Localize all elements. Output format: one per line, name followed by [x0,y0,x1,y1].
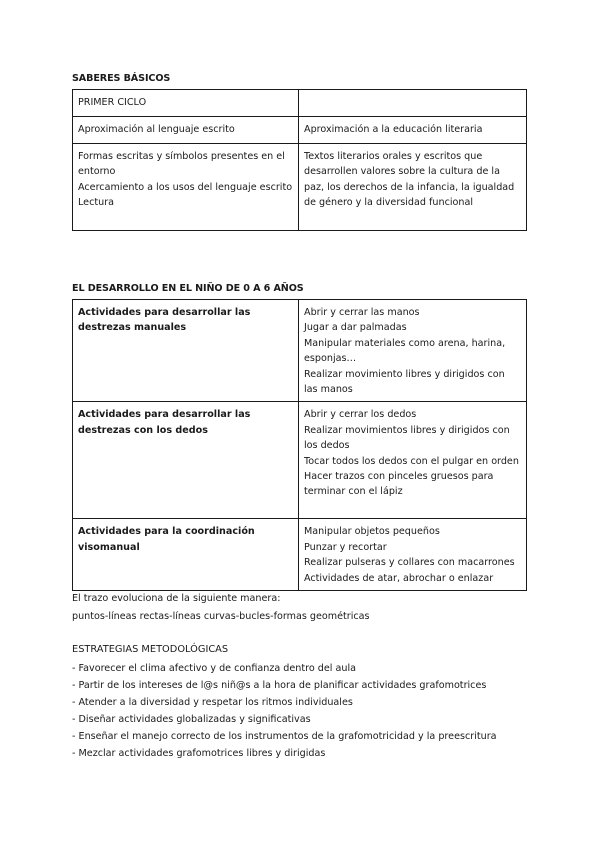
list-item: Tocar todos los dedos con el pulgar en orden [304,455,519,467]
table-row [73,90,527,117]
table-cell: Aproximación a la educación literaria [299,117,527,144]
items-cell [299,519,527,591]
estrategias-heading: ESTRATEGIAS METODOLÓGICAS [72,644,229,655]
list-item: Realizar movimientos libres y dirigidos con los dedos [304,424,510,452]
list-item: - Favorecer el clima afectivo y de confianza dentro del aula [72,663,356,674]
saberes-heading: SABERES BÁSICOS [72,73,171,84]
table-row [73,144,527,231]
table-cell: PRIMER CICLO [73,90,299,117]
list-item: Manipular objetos pequeños [304,526,440,538]
trazo-intro: El trazo evoluciona de la siguiente manera: [72,593,281,604]
list-item: Actividades de atar, abrochar o enlazar [304,572,494,584]
list-item: - Enseñar el manejo correcto de los instrumentos de la grafomotricidad y la preescritura [72,731,497,742]
trazo-sequence: puntos-líneas rectas-líneas curvas-bucles-formas geométricas [72,611,370,622]
list-item: Hacer trazos con pinceles gruesos para terminar con el lápiz [304,471,494,498]
list-item: Abrir y cerrar los dedos [304,409,417,421]
list-item: Abrir y cerrar las manos [304,307,420,318]
activity-cell: Actividades para la coordinación visomanual [73,519,299,591]
items-cell [299,402,527,519]
estrategias-list [72,660,497,762]
table-cell [299,90,527,117]
list-item: - Partir de los intereses de l@s niñ@s a la hora de planificar actividades grafomotrices [72,680,487,691]
activity-cell: Actividades para desarrollar las destrezas manuales [73,300,299,402]
table-cell: Aproximación al lenguaje escrito [73,117,299,144]
desarrollo-heading: EL DESARROLLO EN EL NIÑO DE 0 A 6 AÑOS [72,283,304,294]
table-row [73,519,527,591]
table-row [73,402,527,519]
activity-cell: Actividades para desarrollar las destrezas con los dedos [73,402,299,519]
table-row [73,300,527,402]
list-item: - Atender a la diversidad y respetar los ritmos individuales [72,697,353,708]
list-item: Punzar y recortar [304,541,387,553]
list-item: Manipular materiales como arena, harina, esponjas… [304,337,506,365]
list-item: Jugar a dar palmadas [304,322,407,334]
items-cell [299,300,527,402]
list-item: - Mezclar actividades grafomotrices libres y dirigidas [72,748,326,759]
table-cell [73,144,299,231]
saberes-table [72,89,527,231]
table-cell: Textos literarios orales y escritos que desarrollen valores sobre la cultura de la paz, los derechos de la infancia, la igualdad de género y la diversidad funcional [299,144,527,231]
desarrollo-table [72,299,527,591]
list-item: Realizar movimiento libres y dirigidos con las manos [304,368,505,396]
list-item: Realizar pulseras y collares con macarrones [304,557,515,569]
table-row [73,117,527,144]
list-item: - Diseñar actividades globalizadas y significativas [72,714,311,725]
cell-text: Formas escritas y símbolos presentes en el entorno Acercamiento a los usos del lenguaje escrito Lectura [78,151,293,209]
